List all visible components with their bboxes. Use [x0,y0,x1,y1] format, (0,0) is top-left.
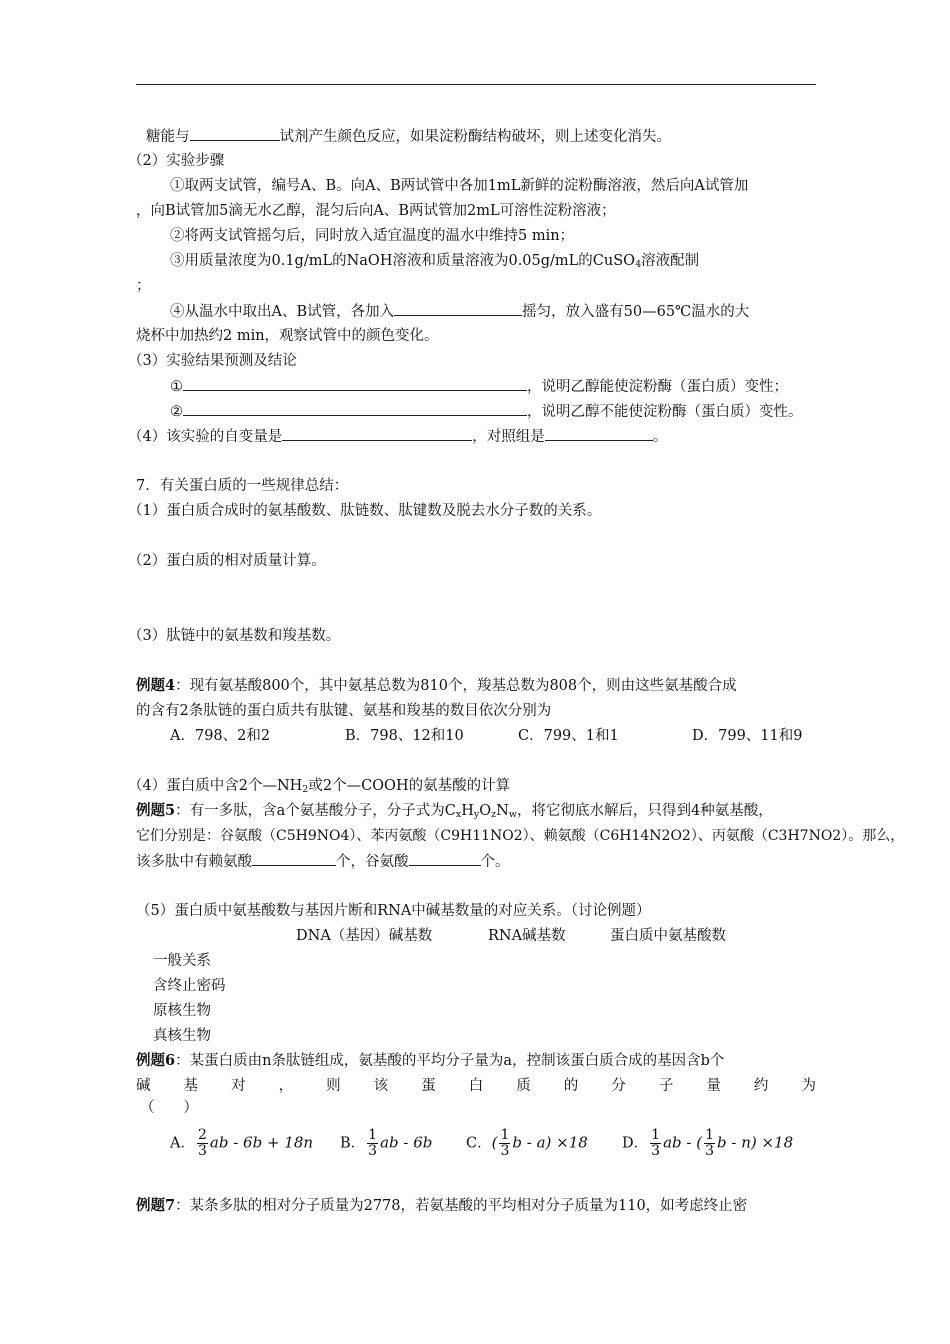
text: 分 [611,1078,626,1094]
text: ， [278,1078,294,1094]
text-line: 烧杯中加热约2 min，观察试管中的颜色变化。 [136,328,439,344]
text: 约 [753,1078,769,1094]
text: ：有一多肽，含a个氨基酸分子，分子式为C [175,803,456,819]
text: （4）蛋白质中含2个—NH [128,778,303,794]
option-label: B． [340,1135,366,1152]
text: ④从温水中取出A、B试管，各加入 [170,304,395,320]
header-rule [136,84,816,85]
option-label: A． [170,1135,195,1152]
example-label: 例题6 [136,1052,176,1069]
subscript: x [455,809,462,820]
text: ，说明乙醇不能使淀粉酶（蛋白质）变性。 [527,404,803,420]
step-heading: （3）实验结果预测及结论 [128,353,297,369]
text-line: 它们分别是：谷氨酸（C5H9NO4）、苯丙氨酸（C9H11NO2）、赖氨酸（C6H14N2O2）、丙氨酸（C3H7NO2）。那么， [136,828,905,844]
text: ：某蛋白质由n条肽链组成，氨基酸的平均分子量为a，控制该蛋白质合成的基因含b个 [175,1053,725,1069]
fraction [499,1128,510,1159]
text: 子 [658,1078,674,1094]
denominator: 3 [651,1143,661,1159]
fill-blank[interactable] [282,426,472,441]
option-c[interactable] [466,1128,588,1159]
text-line [146,126,671,147]
denominator: 3 [368,1143,378,1159]
example-label: 例题7 [136,1197,176,1214]
example-label: 例题5 [136,802,176,819]
text: 该多肽中有赖氨酸 [136,854,252,870]
option-d[interactable]: D．799、11和9 [692,728,803,744]
text: ，对照组是 [472,429,545,445]
text: 白 [468,1078,484,1094]
expression: b - n) ×18 [717,1133,794,1152]
text: 质 [516,1078,531,1094]
text: 蛋 [421,1078,436,1094]
text: 个。 [480,854,510,870]
fill-blank[interactable] [183,401,527,416]
text: 该 [373,1078,389,1094]
text-line: ，向B试管加5滴无水乙醇，混匀后向A、B两试管加2mL可溶性淀粉溶液； [136,203,616,219]
numerator: 1 [651,1127,661,1143]
text-line: （5）蛋白质中氨基酸数与基因片断和RNA中碱基数量的对应关系。（讨论例题） [136,903,651,919]
text: ① [170,379,183,395]
fraction [704,1128,715,1159]
fill-blank[interactable] [190,126,280,141]
option-a[interactable] [170,1128,313,1159]
text: ：某条多肽的相对分子质量为2778，若氨基酸的平均相对分子质量为110，如考虑终止密 [175,1198,748,1214]
example-7 [136,1196,747,1216]
text: 基 [183,1078,199,1094]
text-line [128,776,510,800]
fill-blank[interactable] [183,376,527,391]
fill-blank[interactable] [394,301,522,316]
table-header-dna: DNA（基因）碱基数 [296,928,433,944]
text-line [136,851,510,872]
numerator: 1 [705,1127,714,1143]
subscript: z [491,809,497,820]
text: 糖能与 [146,129,190,145]
numerator: 1 [368,1127,378,1143]
fraction [197,1128,208,1159]
example-4 [136,676,737,696]
text: ：现有氨基酸800个，其中氨基总数为810个，羧基总数为808个，则由这些氨基酸合成 [175,678,737,694]
text: ，说明乙醇能使淀粉酶（蛋白质）变性； [527,379,788,395]
text-line: ②将两支试管摇匀后，同时放入适宜温度的温水中维持5 min； [170,228,575,244]
text: 。 [652,429,668,445]
subscript: 2 [302,784,309,795]
text: ② [170,404,183,420]
text-line: ； [136,278,151,294]
text: 摇匀，放入盛有50—65℃温水的大 [522,304,750,320]
justified-line [136,1076,816,1096]
option-label: C． [466,1135,492,1152]
text: 为 [801,1078,816,1094]
text: 量 [706,1078,721,1094]
expression: ab - 6b + 18n [209,1133,314,1152]
example-label: 例题4 [136,677,176,694]
subscript: 4 [635,259,642,270]
text: 碱 [136,1078,151,1094]
text: N [496,803,509,819]
option-b[interactable] [340,1128,432,1159]
text-line: （2）蛋白质的相对质量计算。 [128,553,326,569]
text: 或2个—COOH的氨基酸的计算 [308,778,511,794]
table-row-label: 原核生物 [153,1003,211,1019]
fill-blank[interactable] [409,851,481,866]
text: ，将它彻底水解后，只得到4种氨基酸， [516,803,773,819]
expression: ab - 6b [380,1133,433,1152]
numerator: 2 [197,1127,207,1143]
table-row-label: 真核生物 [153,1028,211,1044]
text: H [461,803,474,819]
denominator: 3 [500,1143,510,1159]
text: 对 [231,1078,246,1094]
subscript: w [508,809,517,820]
option-b[interactable]: B．798、12和10 [345,728,464,744]
text: 溶液配制 [641,253,700,269]
denominator: 3 [197,1143,207,1159]
expression: b - a) ×18 [512,1133,588,1152]
example-6 [136,1051,724,1071]
fraction [650,1128,661,1159]
subscript: y [473,809,480,820]
numerator: 1 [500,1127,510,1143]
text: 的 [563,1078,579,1094]
option-label: D． [622,1135,649,1152]
table-header-protein: 蛋白质中氨基酸数 [610,928,726,944]
step-heading: （2）实验步骤 [128,153,225,169]
table-row-label: 一般关系 [153,953,211,969]
fill-blank[interactable] [252,851,336,866]
text-line [128,426,667,447]
text-line: （1）蛋白质合成时的氨基酸数、肽链数、肽键数及脱去水分子数的关系。 [128,503,602,519]
text-line [170,251,699,275]
option-d[interactable] [622,1128,793,1159]
text-line [170,376,788,397]
text-line [170,401,803,422]
text: 个，谷氨酸 [336,854,409,870]
text-line: 的含有2条肽链的蛋白质共有肽键、氨基和羧基的数目依次分别为 [136,703,552,719]
option-c[interactable]: C．799、1和1 [518,728,619,744]
fill-blank[interactable] [545,426,653,441]
fraction [367,1128,378,1159]
text-line: ①取两支试管，编号A、B。向A、B两试管中各加1mL新鲜的淀粉酶溶液，然后向A试管加 [170,178,749,194]
section-title: 7．有关蛋白质的一些规律总结： [136,478,349,494]
table-header-rna: RNA碱基数 [488,928,566,944]
paren: ( [491,1133,498,1152]
text-line [170,301,749,322]
text: 试剂产生颜色反应，如果淀粉酶结构破坏，则上述变化消失。 [279,129,671,145]
denominator: 3 [705,1143,714,1159]
answer-brackets: （ ） [140,1100,198,1116]
text: O [479,803,492,819]
option-a[interactable]: A．798、2和2 [170,728,271,744]
table-row-label: 含终止密码 [153,978,226,994]
text: （4）该实验的自变量是 [128,429,283,445]
expression: ab - ( [663,1133,703,1152]
text-line: （3）肽链中的氨基数和羧基数。 [128,628,341,644]
text: 则 [326,1078,341,1094]
example-5 [136,801,773,825]
text: ③用质量浓度为0.1g/mL的NaOH溶液和质量溶液为0.05g/mL的CuSO [170,253,636,269]
